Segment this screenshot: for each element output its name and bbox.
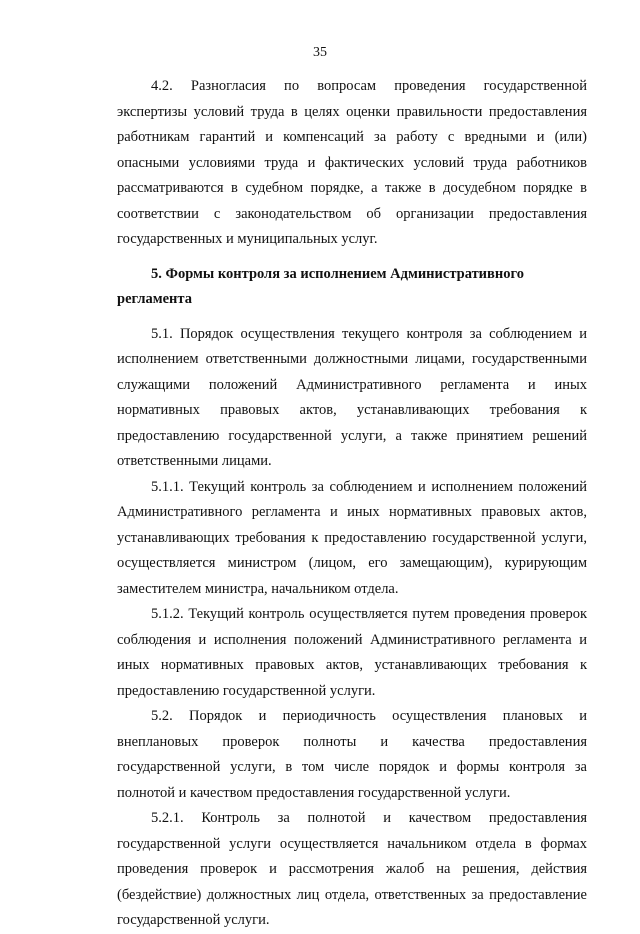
section-heading-5: 5. Формы контроля за исполнением Административного регламента (117, 265, 524, 307)
paragraph-5-1: 5.1. Порядок осуществления текущего контроля за соблюдением и исполнением ответственными должностными лицами, государственными служащими положений Административного регламента и иных нормативных правовых актов, устанавливающих требования к предоставлению государственной услуги, а также принятием решений ответственными лицами. (117, 325, 587, 469)
paragraph-5-1-2: 5.1.2. Текущий контроль осуществляется путем проведения проверок соблюдения и исполнения положений Административного регламента и иных нормативных правовых актов, устанавливающих требования к предоставлению государственной услуги. (117, 606, 587, 699)
paragraph-5-2: 5.2. Порядок и периодичность осуществления плановых и внеплановых проверок полноты и качества предоставления государственной услуги, в том числе порядок и формы контроля за полнотой и качеством предоставления государственной услуги. (117, 708, 587, 801)
paragraph-4-2: 4.2. Разногласия по вопросам проведения государственной экспертизы условий труда в целях оценки правильности предоставления работникам гарантий и компенсаций за работу с вредными и (или) опасными условиями труда и фактических условий труда работников рассматриваются в судебном порядке, а также в досудебном порядке в соответствии с законодательством об организации предоставления государственных и муниципальных услуг. (117, 78, 587, 247)
paragraph-5-2-1: 5.2.1. Контроль за полнотой и качеством предоставления государственной услуги осуществляется начальником отдела в формах проведения проверок и рассмотрения жалоб на решения, действия (бездействие) должностных лиц отдела, ответственных за предоставление государственной услуги. (117, 810, 587, 928)
paragraph-5-1-1: 5.1.1. Текущий контроль за соблюдением и исполнением положений Административного регламента и иных нормативных правовых актов, устанавливающих требования к предоставлению государственной услуги, осуществляется министром (лицом, его замещающим), курирующим заместителем министра, начальником отдела. (117, 478, 587, 597)
page-number: 35 (313, 45, 327, 60)
page-content (117, 74, 587, 934)
